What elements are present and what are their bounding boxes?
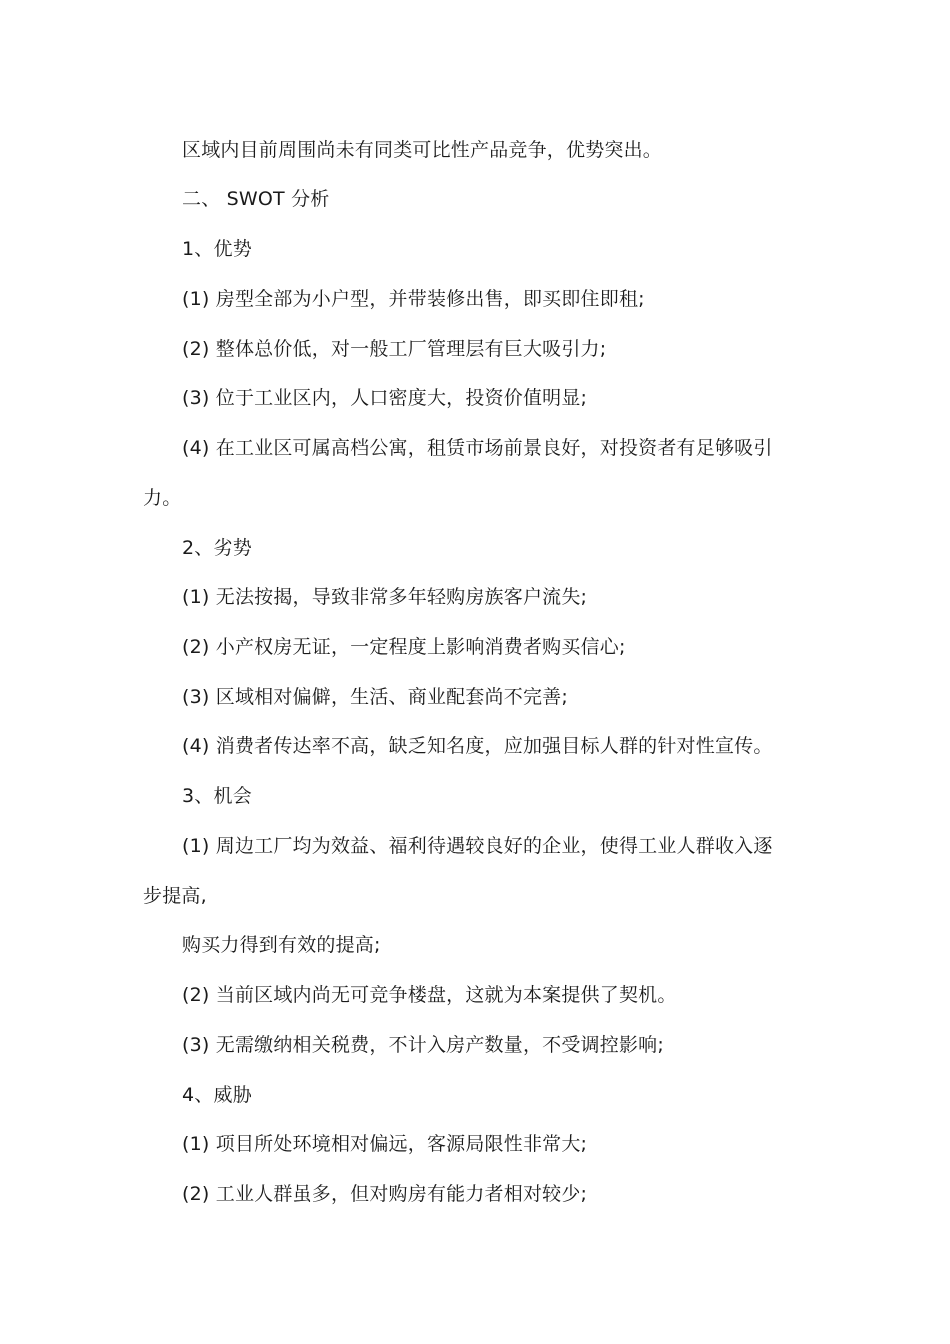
weakness-item-1: (1) 无法按揭，导致非常多年轻购房族客户流失;	[182, 586, 588, 608]
strength-item-2: (2) 整体总价低，对一般工厂管理层有巨大吸引力;	[182, 338, 607, 360]
opportunity-item-1-cont2: 购买力得到有效的提高;	[182, 934, 381, 956]
paragraph-intro: 区域内目前周围尚未有同类可比性产品竞争，优势突出。	[182, 139, 663, 161]
opportunity-item-2: (2) 当前区域内尚无可竞争楼盘，这就为本案提供了契机。	[182, 984, 677, 1006]
threat-item-2: (2) 工业人群虽多，但对购房有能力者相对较少;	[182, 1183, 588, 1205]
weakness-item-4: (4) 消费者传达率不高，缺乏知名度，应加强目标人群的针对性宣传。	[182, 735, 773, 757]
weakness-item-3: (3) 区域相对偏僻，生活、商业配套尚不完善;	[182, 686, 568, 708]
opportunity-item-1-cont: 步提高,	[143, 885, 207, 907]
opportunity-item-3: (3) 无需缴纳相关税费，不计入房产数量，不受调控影响;	[182, 1034, 664, 1056]
section-heading-swot: 二、 SWOT 分析	[182, 188, 330, 210]
threat-item-1: (1) 项目所处环境相对偏远，客源局限性非常大;	[182, 1133, 588, 1155]
subheading-weaknesses: 2、劣势	[182, 537, 252, 559]
strength-item-1: (1) 房型全部为小户型，并带装修出售，即买即住即租;	[182, 288, 645, 310]
strength-item-3: (3) 位于工业区内，人口密度大，投资价值明显;	[182, 387, 588, 409]
subheading-opportunities: 3、机会	[182, 785, 252, 807]
strength-item-4-cont: 力。	[143, 487, 182, 509]
subheading-strengths: 1、优势	[182, 238, 252, 260]
subheading-threats: 4、威胁	[182, 1084, 252, 1106]
opportunity-item-1: (1) 周边工厂均为效益、福利待遇较良好的企业，使得工业人群收入逐	[182, 835, 773, 857]
strength-item-4: (4) 在工业区可属高档公寓，租赁市场前景良好，对投资者有足够吸引	[182, 437, 773, 459]
weakness-item-2: (2) 小产权房无证，一定程度上影响消费者购买信心;	[182, 636, 626, 658]
